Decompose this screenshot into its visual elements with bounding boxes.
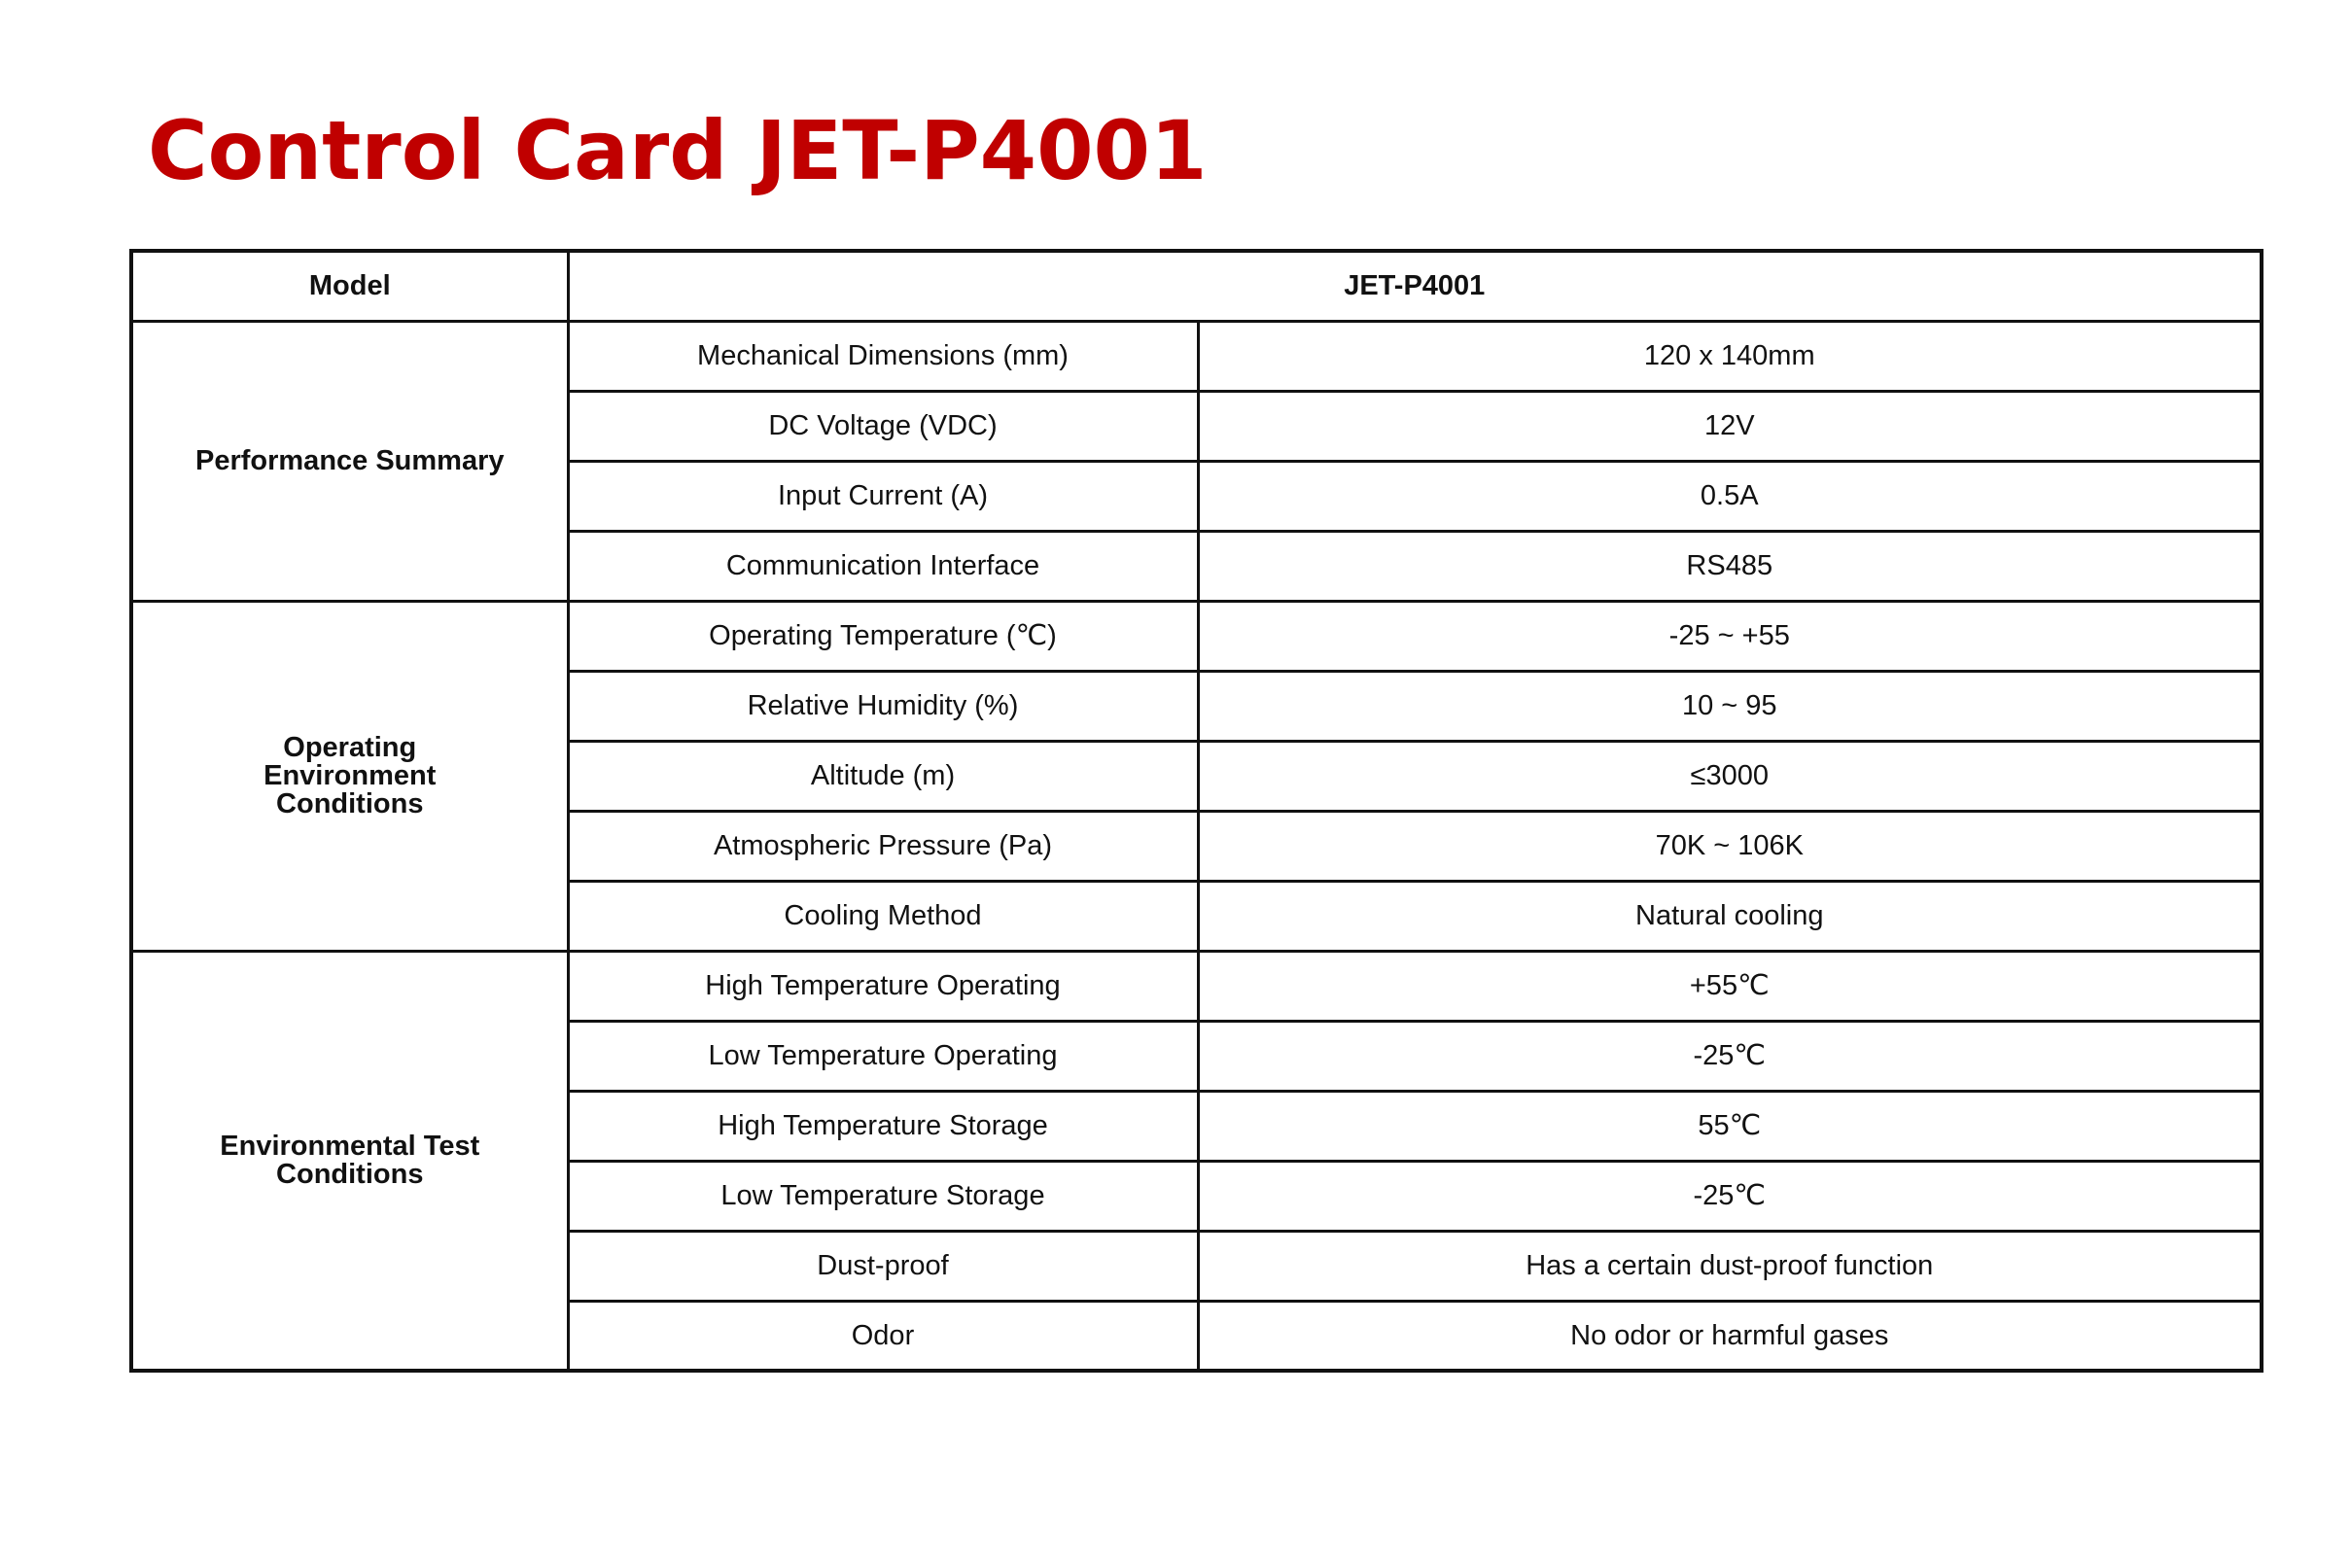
value-cell: 55℃ <box>1198 1091 2262 1161</box>
value-cell: 120 x 140mm <box>1198 321 2262 391</box>
table-row <box>131 321 2262 391</box>
table-row <box>131 601 2262 671</box>
group-label-environmental-test <box>131 951 568 1371</box>
value-cell: No odor or harmful gases <box>1198 1301 2262 1371</box>
value-cell: Has a certain dust-proof function <box>1198 1231 2262 1301</box>
value-cell: 10 ~ 95 <box>1198 671 2262 741</box>
group-label-text: Operating Environment Conditions <box>263 731 437 819</box>
table-header-row <box>131 251 2262 321</box>
group-label-text: Environmental Test Conditions <box>220 1130 480 1190</box>
value-cell: RS485 <box>1198 531 2262 601</box>
param-cell: High Temperature Operating <box>568 951 1198 1021</box>
model-value: JET-P4001 <box>568 251 2262 321</box>
value-cell: -25 ~ +55 <box>1198 601 2262 671</box>
value-cell: 0.5A <box>1198 461 2262 531</box>
param-cell: Low Temperature Operating <box>568 1021 1198 1091</box>
spec-table <box>129 249 2263 1373</box>
value-cell: 12V <box>1198 391 2262 461</box>
param-cell: Relative Humidity (%) <box>568 671 1198 741</box>
page-title: Control Card JET-P4001 <box>148 103 1208 198</box>
value-cell: 70K ~ 106K <box>1198 811 2262 881</box>
model-label: Model <box>131 251 568 321</box>
table-row <box>131 951 2262 1021</box>
param-cell: Low Temperature Storage <box>568 1161 1198 1231</box>
param-cell: DC Voltage (VDC) <box>568 391 1198 461</box>
param-cell: Altitude (m) <box>568 741 1198 811</box>
value-cell: ≤3000 <box>1198 741 2262 811</box>
value-cell: -25℃ <box>1198 1161 2262 1231</box>
param-cell: Input Current (A) <box>568 461 1198 531</box>
value-cell: -25℃ <box>1198 1021 2262 1091</box>
param-cell: Operating Temperature (℃) <box>568 601 1198 671</box>
param-cell: Mechanical Dimensions (mm) <box>568 321 1198 391</box>
group-label-performance-summary: Performance Summary <box>131 321 568 601</box>
value-cell: Natural cooling <box>1198 881 2262 951</box>
param-cell: Dust-proof <box>568 1231 1198 1301</box>
value-cell: +55℃ <box>1198 951 2262 1021</box>
param-cell: High Temperature Storage <box>568 1091 1198 1161</box>
param-cell: Odor <box>568 1301 1198 1371</box>
param-cell: Atmospheric Pressure (Pa) <box>568 811 1198 881</box>
group-label-operating-environment <box>131 601 568 951</box>
param-cell: Communication Interface <box>568 531 1198 601</box>
param-cell: Cooling Method <box>568 881 1198 951</box>
